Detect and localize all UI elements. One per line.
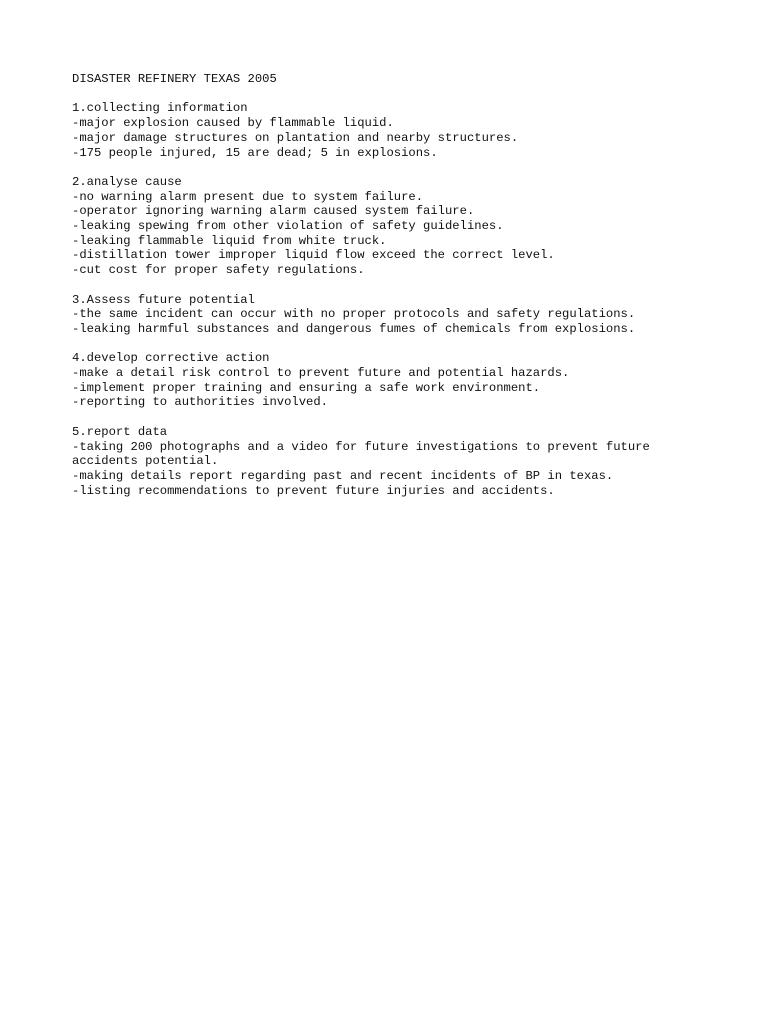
list-item: -make a detail risk control to prevent future and potential hazards. <box>72 366 570 380</box>
list-item: -distillation tower improper liquid flow exceed the correct level. <box>72 248 555 263</box>
section-report-data <box>72 425 692 499</box>
section-collecting-information <box>72 101 692 160</box>
section-heading: 4.develop corrective action <box>72 351 270 366</box>
list-item: -taking 200 photographs and a video for future investigations to prevent future accidents potential. <box>72 439 658 469</box>
document-page <box>72 72 692 513</box>
list-item: -leaking spewing from other violation of safety guidelines. <box>72 219 504 233</box>
list-item: -major explosion caused by flammable liquid. <box>72 116 394 131</box>
document-title: DISASTER REFINERY TEXAS 2005 <box>72 72 277 86</box>
list-item: -reporting to authorities involved. <box>72 395 328 410</box>
section-heading: 2.analyse cause <box>72 174 182 189</box>
list-item: -no warning alarm present due to system failure. <box>72 189 424 204</box>
list-item: -implement proper training and ensuring a safe work environment. <box>72 380 541 395</box>
list-item: -175 people injured, 15 are dead; 5 in explosions. <box>72 145 438 160</box>
section-analyse-cause <box>72 175 692 278</box>
section-heading: 1.collecting information <box>72 101 248 116</box>
section-heading: 3.Assess future potential <box>72 292 255 307</box>
list-item: -cut cost for proper safety regulations. <box>72 263 365 278</box>
list-item: -leaking flammable liquid from white truck. <box>72 233 387 248</box>
list-item: -leaking harmful substances and dangerous fumes of chemicals from explosions. <box>72 321 636 336</box>
section-assess-future-potential <box>72 293 692 337</box>
section-heading: 5.report data <box>72 424 168 439</box>
list-item: -major damage structures on plantation and nearby structures. <box>72 130 519 145</box>
section-develop-corrective-action <box>72 351 692 410</box>
list-item: -the same incident can occur with no proper protocols and safety regulations. <box>72 307 636 322</box>
list-item: -making details report regarding past and recent incidents of BP in texas. <box>72 468 614 483</box>
list-item: -operator ignoring warning alarm caused system failure. <box>72 204 475 219</box>
list-item: -listing recommendations to prevent future injuries and accidents. <box>72 483 555 498</box>
